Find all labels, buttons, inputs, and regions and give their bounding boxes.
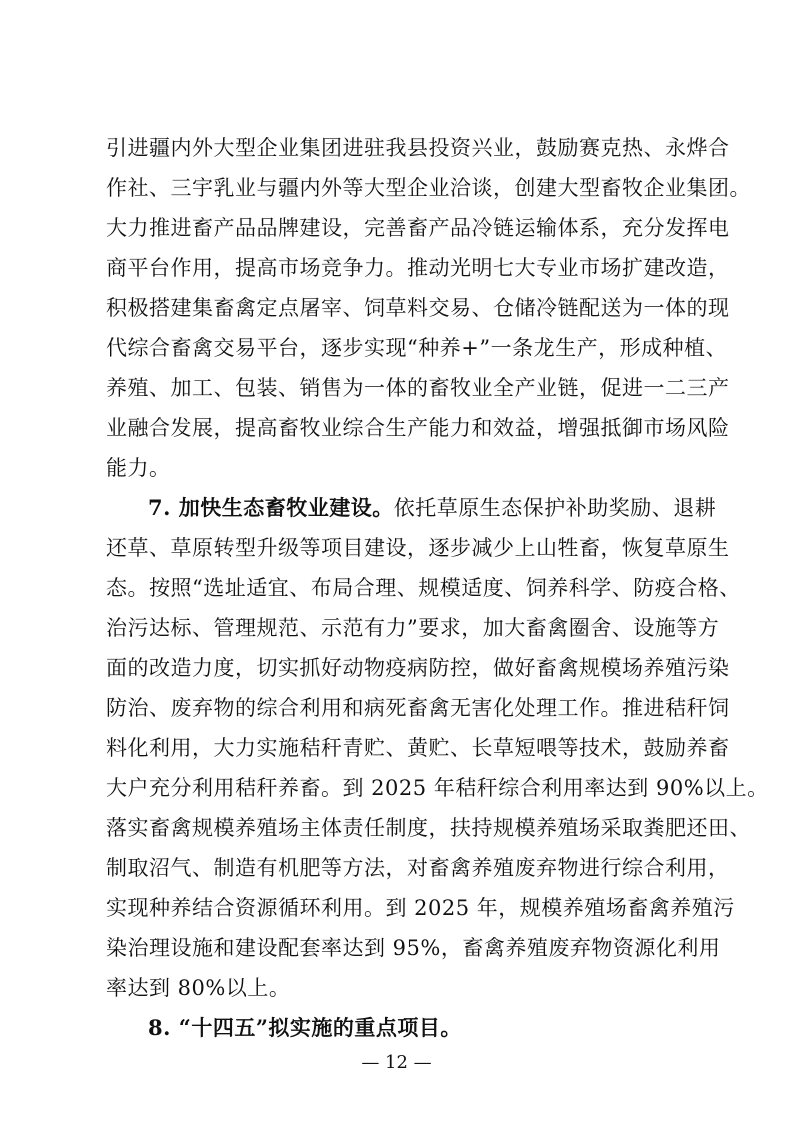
paragraph-1-line: 业融合发展，提高畜牧业综合生产能力和效益，增强抵御市场风险 xyxy=(106,416,730,440)
paragraph-1-line: 商平台作用，提高市场竞争力。推动光明七大专业市场扩建改造， xyxy=(106,256,730,280)
section-7-line: 大户充分利用秸秆养畜。到 2025 年秸秆综合利用率达到 90%以上。 xyxy=(106,776,769,800)
section-7-line: 态。按照“选址适宜、布局合理、规模适度、饲养科学、防疫合格、 xyxy=(106,576,741,600)
section-8-heading: 8. “十四五”拟实施的重点项目。 xyxy=(148,1015,462,1040)
paragraph-1-line: 作社、三宇乳业与疆内外等大型企业洽谈，创建大型畜牧企业集团。 xyxy=(106,176,751,200)
section-7-line: 面的改造力度，切实抓好动物疫病防控，做好畜禽规模场养殖污染 xyxy=(106,656,730,680)
section-7-first-line-text: 依托草原生态保护补助奖励、退耕 xyxy=(393,496,717,520)
section-7-line: 治污达标、管理规范、示范有力”要求，加大畜禽圈舍、设施等方 xyxy=(106,616,720,640)
section-7-line: 料化利用，大力实施秸秆青贮、黄贮、长草短喂等技术，鼓励养畜 xyxy=(106,736,730,760)
paragraph-1-line: 代综合畜禽交易平台，逐步实现“种养+”一条龙生产，形成种植、 xyxy=(106,336,728,360)
paragraph-1-line: 能力。 xyxy=(106,456,171,480)
paragraph-1-line: 引进疆内外大型企业集团进驻我县投资兴业，鼓励赛克热、永烨合 xyxy=(106,136,730,160)
section-7-heading: 7. 加快生态畜牧业建设。 xyxy=(148,495,394,520)
section-7-line: 染治理设施和建设配套率达到 95%，畜禽养殖废弃物资源化利用 xyxy=(106,936,721,960)
section-7-line: 制取沼气、制造有机肥等方法，对畜禽养殖废弃物进行综合利用， xyxy=(106,856,730,880)
paragraph-1-line: 积极搭建集畜禽定点屠宰、饲草料交易、仓储冷链配送为一体的现 xyxy=(106,296,730,320)
section-7-line: 实现种养结合资源循环利用。到 2025 年，规模养殖场畜禽养殖污 xyxy=(106,896,735,920)
section-7-line: 还草、草原转型升级等项目建设，逐步减少上山牲畜，恢复草原生 xyxy=(106,536,730,560)
section-7-line: 率达到 80%以上。 xyxy=(106,976,291,1000)
paragraph-1-line: 养殖、加工、包装、销售为一体的畜牧业全产业链，促进一二三产 xyxy=(106,376,730,400)
section-7-line: 防治、废弃物的综合利用和病死畜禽无害化处理工作。推进秸秆饲 xyxy=(106,696,730,720)
section-7-first-line xyxy=(148,488,717,528)
page-number: — 12 — xyxy=(361,1052,432,1073)
paragraph-1-line: 大力推进畜产品品牌建设，完善畜产品冷链运输体系，充分发挥电 xyxy=(106,216,730,240)
section-7-line: 落实畜禽规模养殖场主体责任制度，扶持规模养殖场采取粪肥还田、 xyxy=(106,816,751,840)
